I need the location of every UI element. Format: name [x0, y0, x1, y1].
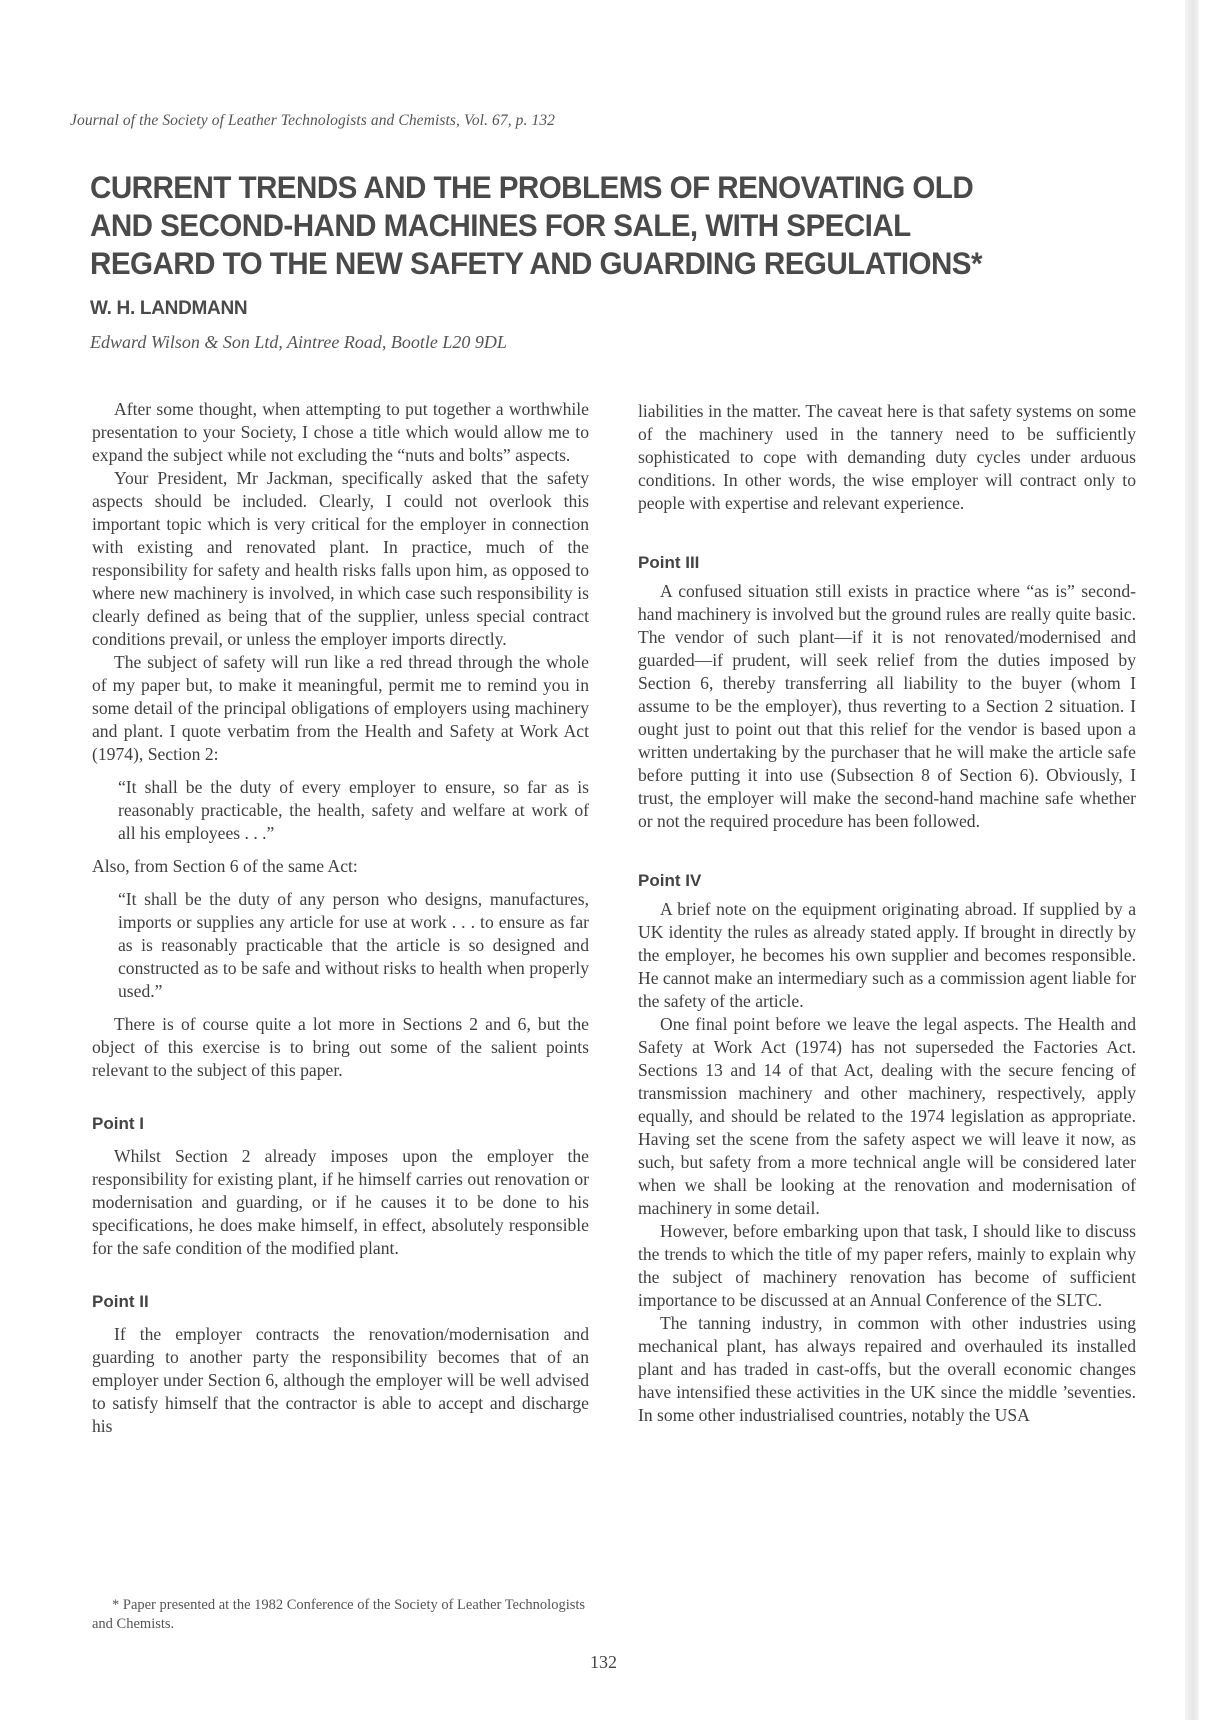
scan-page-edge	[1185, 0, 1199, 1720]
paragraph: liabilities in the matter. The caveat here is that safety systems on some of the machinery used in the tannery need to be sufficiently sophisticated to cope with demanding duty cycles under arduous conditions. In other words, the wise employer will contract only to people with expertise and relevant experience.	[638, 401, 1136, 513]
footnote: * Paper presented at the 1982 Conference of the Society of Leather Technologists and Chemists.	[92, 1597, 586, 1632]
paragraph: There is of course quite a lot more in Sections 2 and 6, but the object of this exercise is to bring out some of the salient points relevant to the subject of this paper.	[92, 1014, 589, 1080]
paragraph: One final point before we leave the legal aspects. The Health and Safety at Work Act (1974) has not superseded the Factories Act. Sections 13 and 14 of that Act, dealing with the secure fencing of transmission machinery and other machinery, respectively, apply equally, and should be related to the 1974 legislation as appropriate. Having set the scene from the safety aspect we will leave it now, as such, but safety from a more technical angle will be considered later when we shall be looking at the renovation and modernisation of machinery in some detail.	[638, 1014, 1136, 1218]
paragraph: Also, from Section 6 of the same Act:	[92, 856, 358, 876]
paragraph: A brief note on the equipment originating abroad. If supplied by a UK identity the rules as already stated apply. If brought in directly by the employer, he becomes his own supplier and becomes responsible. He cannot make an intermediary such as a commission agent liable for the safety of the article.	[638, 899, 1136, 1011]
title-line: REGARD TO THE NEW SAFETY AND GUARDING REGULATIONS*	[90, 245, 982, 281]
paragraph: Whilst Section 2 already imposes upon the employer the responsibility for existing plant, if he himself carries out renovation or modernisation and guarding, or if he causes it to be done to his specifications, he does make himself, in effect, absolutely responsible for the safe condition of the modified plant.	[92, 1146, 589, 1258]
paragraph: The subject of safety will run like a red thread through the whole of my paper but, to make it meaningful, permit me to remind you in some detail of the principal obligations of employers using machinery and plant. I quote verbatim from the Health and Safety at Work Act (1974), Section 2:	[92, 652, 589, 764]
paragraph: However, before embarking upon that task, I should like to discuss the trends to which the title of my paper refers, mainly to explain why the subject of machinery renovation has become of sufficient importance to be discussed at an Annual Conference of the SLTC.	[638, 1221, 1136, 1310]
paragraph: After some thought, when attempting to put together a worthwhile presentation to your Society, I chose a title which would allow me to expand the subject while not excluding the “nuts and bolts” aspects.	[92, 399, 589, 465]
block-quote: “It shall be the duty of any person who designs, manufactures, imports or supplies any article for use at work . . . to ensure as far as is reasonably practicable that the article is so designed and constructed as to be safe and without risks to health when properly used.”	[118, 889, 589, 1001]
block-quote: “It shall be the duty of every employer to ensure, so far as is reasonably practicable, the health, safety and welfare at work of all his employees . . .”	[118, 777, 589, 843]
left-column	[92, 398, 589, 1438]
page-number: 132	[590, 1652, 617, 1672]
section-heading-point-1: Point I	[92, 1114, 144, 1133]
right-column	[638, 400, 1136, 1427]
author-affiliation: Edward Wilson & Son Ltd, Aintree Road, Bootle L20 9DL	[90, 332, 507, 352]
article-title	[90, 168, 1077, 282]
paragraph: A confused situation still exists in practice where “as is” second-hand machinery is involved but the ground rules are really quite basic. The vendor of such plant—if it is not renovated/modernised and guarded—if prudent, will seek relief from the duties imposed by Section 6, thereby transferring all liability to the buyer (whom I assume to be the employer), thus reverting to a Section 2 situation. I ought just to point out that this relief for the vendor is based upon a written undertaking by the purchaser that he will make the article safe before putting it into use (Subsection 8 of Section 6). Obviously, I trust, the employer will make the second-hand machine safe whether or not the required procedure has been followed.	[638, 581, 1136, 831]
section-heading-point-3: Point III	[638, 553, 700, 572]
title-line: CURRENT TRENDS AND THE PROBLEMS OF RENOVATING OLD	[90, 169, 974, 205]
paragraph: If the employer contracts the renovation/modernisation and guarding to another party the responsibility becomes that of an employer under Section 6, although the employer will be well advised to satisfy himself that the contractor is able to accept and discharge his	[92, 1324, 589, 1436]
journal-header: Journal of the Society of Leather Technologists and Chemists, Vol. 67, p. 132	[70, 112, 556, 129]
paragraph: Your President, Mr Jackman, specifically asked that the safety aspects should be included. Clearly, I could not overlook this important topic which is very critical for the employer in connection with existing and renovated plant. In practice, much of the responsibility for safety and health risks falls upon him, as opposed to where new machinery is involved, in which case such responsibility is clearly defined as being that of the supplier, unless special contract conditions prevail, or unless the employer imports directly.	[92, 468, 589, 649]
title-line: AND SECOND-HAND MACHINES FOR SALE, WITH SPECIAL	[90, 207, 911, 243]
section-heading-point-4: Point IV	[638, 871, 702, 890]
section-heading-point-2: Point II	[92, 1292, 149, 1311]
author-name: W. H. LANDMANN	[90, 298, 248, 319]
paragraph: The tanning industry, in common with other industries using mechanical plant, has always repaired and overhauled its installed plant and has traded in cast-offs, but the overall economic changes have intensified these activities in the UK since the middle ’seventies. In some other industrialised countries, notably the USA	[638, 1313, 1136, 1425]
